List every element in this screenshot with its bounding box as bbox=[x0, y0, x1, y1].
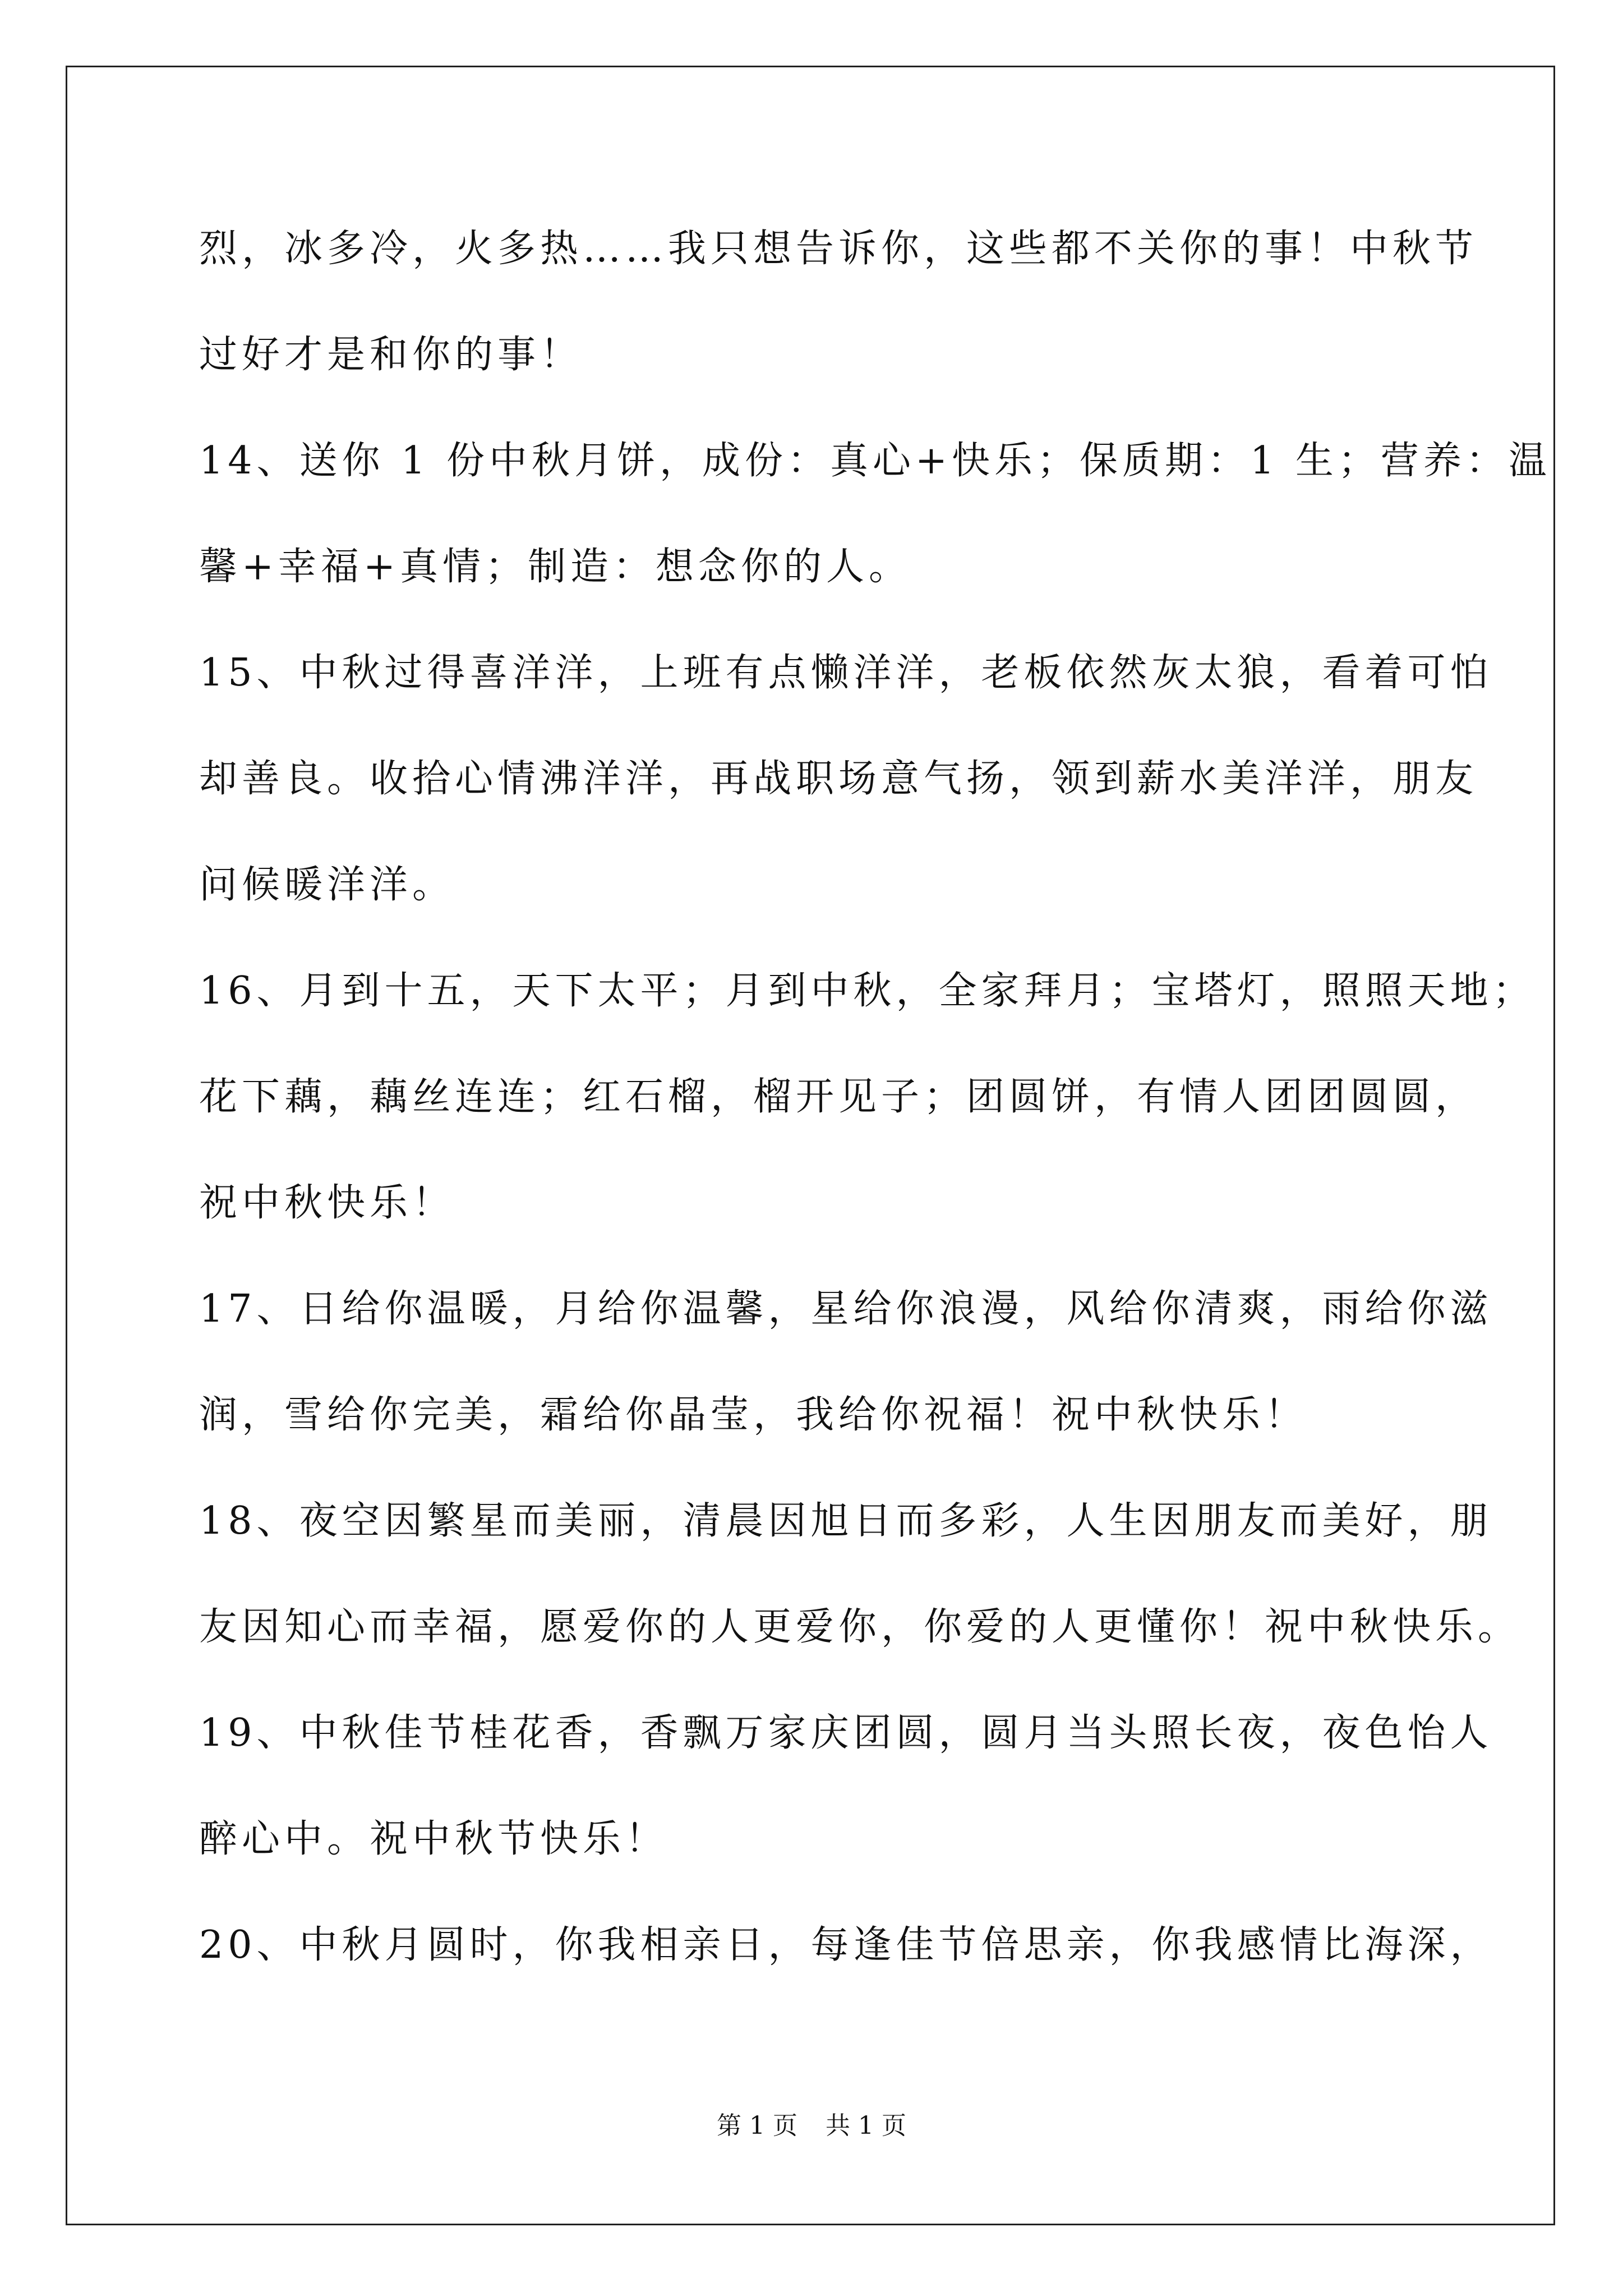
text-line: 花下藕，藕丝连连；红石榴，榴开见子；团圆饼，有情人团团圆圆， bbox=[199, 1075, 1478, 1119]
text-line: 祝中秋快乐！ bbox=[199, 1181, 455, 1225]
text-line: 友因知心而幸福，愿爱你的人更爱你，你爱的人更懂你！祝中秋快乐。 bbox=[199, 1605, 1521, 1649]
page-number: 第 1 页 bbox=[717, 2111, 797, 2140]
text-line: 醉心中。祝中秋节快乐！ bbox=[199, 1817, 668, 1861]
text-line: 馨+幸福+真情；制造：想念你的人。 bbox=[199, 545, 911, 589]
page-footer bbox=[0, 2109, 1623, 2143]
text-line: 过好才是和你的事！ bbox=[199, 333, 583, 377]
text-line: 烈，冰多冷，火多热……我只想告诉你，这些都不关你的事！中秋节 bbox=[199, 227, 1478, 271]
text-line: 14、送你 1 份中秋月饼，成份：真心+快乐；保质期：1 生；营养：温 bbox=[199, 439, 1551, 483]
text-line: 润，雪给你完美，霜给你晶莹，我给你祝福！祝中秋快乐！ bbox=[199, 1393, 1308, 1437]
text-line: 16、月到十五，天下太平；月到中秋，全家拜月；宝塔灯，照照天地； bbox=[199, 969, 1536, 1013]
text-line: 15、中秋过得喜洋洋，上班有点懒洋洋，老板依然灰太狼，看着可怕 bbox=[199, 651, 1493, 695]
document-body bbox=[199, 219, 1551, 2021]
text-line: 17、日给你温暖，月给你温馨，星给你浪漫，风给你清爽，雨给你滋 bbox=[199, 1287, 1493, 1331]
text-line: 19、中秋佳节桂花香，香飘万家庆团圆，圆月当头照长夜，夜色怡人 bbox=[199, 1711, 1493, 1755]
text-line: 问候暖洋洋。 bbox=[199, 863, 455, 907]
text-line: 却善良。收拾心情沸洋洋，再战职场意气扬，领到薪水美洋洋，朋友 bbox=[199, 757, 1478, 801]
page-total: 共 1 页 bbox=[826, 2111, 906, 2140]
text-line: 20、中秋月圆时，你我相亲日，每逢佳节倍思亲，你我感情比海深， bbox=[199, 1923, 1493, 1967]
text-line: 18、夜空因繁星而美丽，清晨因旭日而多彩，人生因朋友而美好，朋 bbox=[199, 1499, 1493, 1543]
